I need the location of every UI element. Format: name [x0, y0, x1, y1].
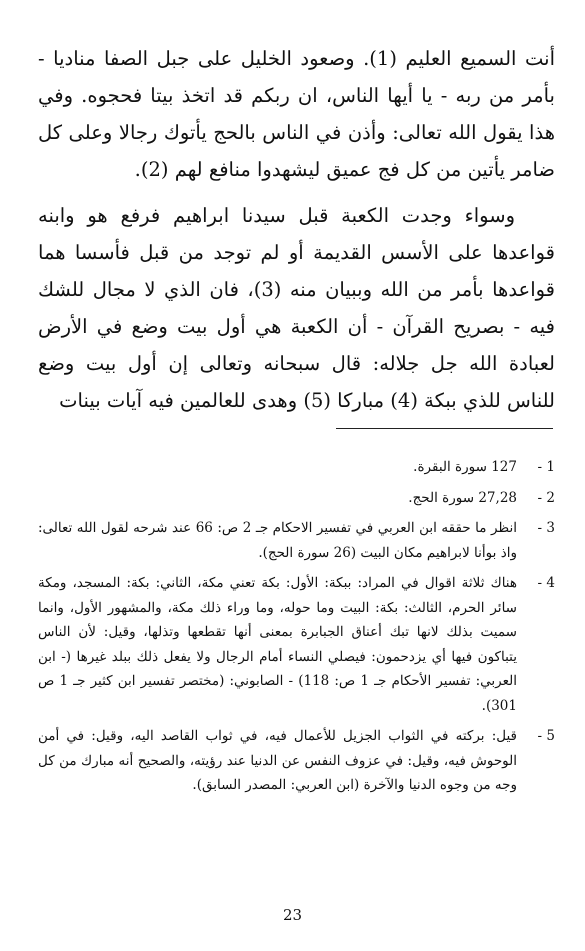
footnote-text: 27,28 سورة الحج.: [408, 489, 517, 506]
paragraph-2: وسواء وجدت الكعبة قبل سيدنا ابراهيم فرفع هو وابنه قواعدها على الأسس القديمة أو لم توجد من قبل فأسسا هما قواعدها بأمر من الله وببيان منه (3)، فان الذي لا مجال للشك فيه - بصريح القرآن - أن الكعبة هي أول بيت وضع في الأرض لعبادة الله جل جلاله: قال سبحانه وتعالى إن أول بيت وضع للناس للذي ببكة (4) مباركا (5) وهدى للعالمين فيه آيات بينات: [38, 204, 556, 412]
footnote-text: قيل: بركته في الثواب الجزيل للأعمال فيه، في ثواب القاصد اليه، وقيل: في أمن الوحوش فيه، وقيل: في عزوف النفس عن الدنيا عند رؤيته، والصحيح أنه مبارك من كل وجه من وجوه الدنيا والآخرة (ابن العربي: المصدر السابق).: [38, 728, 517, 793]
footnote-number: 4 -: [537, 575, 555, 591]
paragraph-1: أنت السميع العليم (1). وصعود الخليل على جبل الصفا مناديا - بأمر من ربه - يا أيها الناس، ان ربكم قد اتخذ بيتا فحجوه. وفي هذا يقول الله تعالى: وأذن في الناس بالحج يأتوك رجالا وعلى كل ضامر يأتين من كل فج عميق ليشهدوا منافع لهم (2).: [38, 47, 555, 181]
footnote-text: انظر ما حققه ابن العربي في تفسير الاحكام جـ 2 ص: 66 عند شرحه لقول الله تعالى: واذ بوأنا لابراهيم مكان البيت (26 سورة الحج).: [38, 520, 518, 561]
footnote-separator: [336, 428, 553, 429]
footnote-item: [38, 724, 557, 798]
footnote-item: [38, 571, 557, 718]
footnote-item: [38, 516, 557, 565]
footnote-item: [38, 455, 557, 480]
page-number: 23: [282, 906, 303, 924]
main-text: [38, 40, 555, 419]
footnote-number: 5 -: [537, 728, 555, 744]
footnote-number: 3 -: [537, 520, 555, 536]
footnote-number: 2 -: [537, 489, 555, 506]
footnote-text: 127 سورة البقرة.: [413, 459, 517, 475]
footnote-text: هناك ثلاثة اقوال في المراد: ببكة: الأول: بكة تعني مكة، الثاني: بكة: المسجد، ومكة سائر الحرم، الثالث: بكة: البيت وما حوله، وما وراء ذلك مكة، والمشهور الأول، وانما سميت بذلك لانها تبك أعناق الجبابرة بمعنى أنها تقطعها وتذلها، وقيل: لأن الناس يتباكون فيها أي يزدحمون: فيصلي النساء أمام الرجال ولا يفعل ذلك ببلد غيرها (- ابن العربي: تفسير الأحكام جـ 1 ص: 118) - الصابوني: (مختصر تفسير ابن كثير جـ 1 ص 301).: [38, 575, 517, 714]
footnotes: [38, 455, 557, 804]
footnote-number: 1 -: [537, 459, 555, 475]
footnote-item: [38, 486, 557, 511]
